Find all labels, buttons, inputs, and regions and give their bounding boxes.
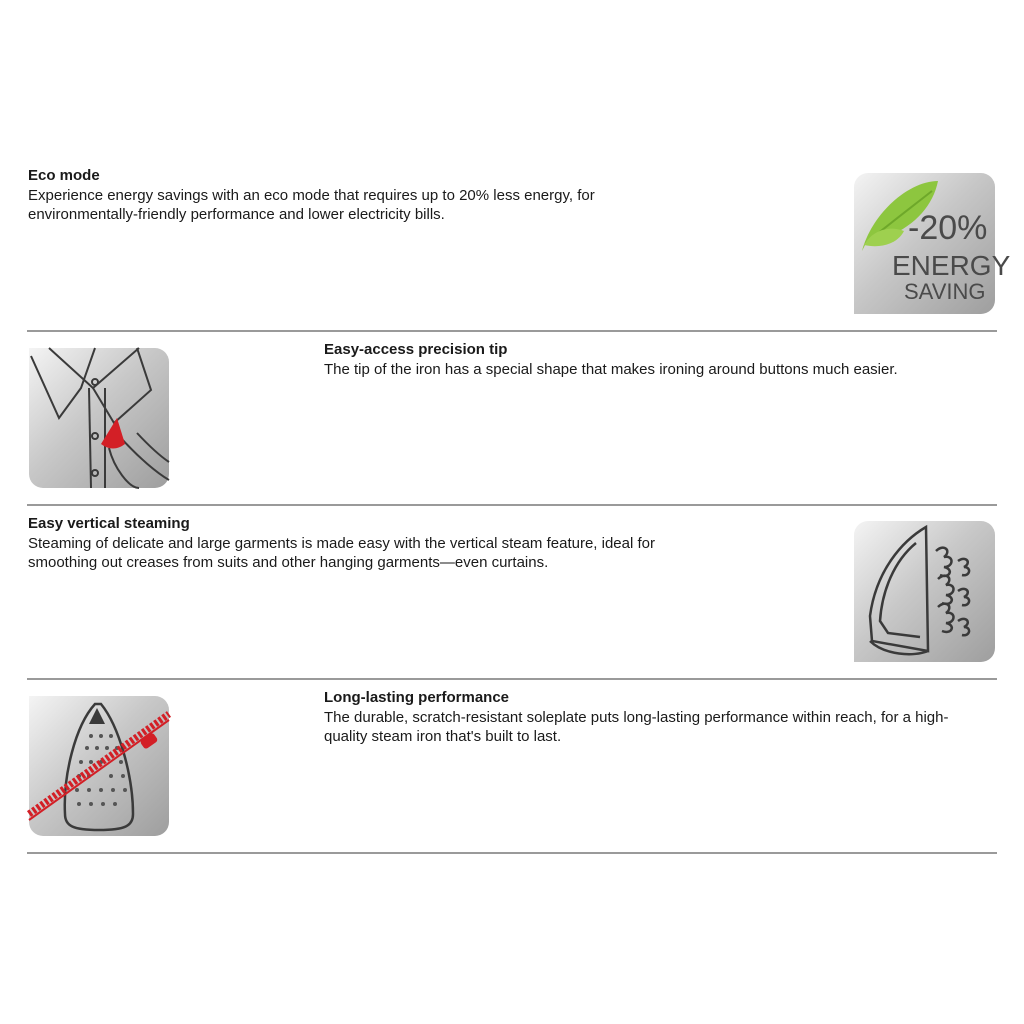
feature-title: Long-lasting performance <box>324 689 510 706</box>
feature-description: The durable, scratch-resistant soleplate puts long-lasting performance within reach, for a high-quality steam iron that's built to last. <box>324 708 949 745</box>
leaf-energy-saving-icon <box>854 173 1011 314</box>
feature-description: Experience energy savings with an eco mode that requires up to 20% less energy, for environmentally-friendly performance and lower electricity bills. <box>28 186 595 223</box>
feature-description: Steaming of delicate and large garments is made easy with the vertical steam feature, ideal for smoothing out creases from suits and other hanging garments—even curtains. <box>28 534 655 571</box>
shirt-precision-tip-image <box>29 348 169 488</box>
vertical-steam-image <box>854 521 995 662</box>
feature-title: Easy vertical steaming <box>28 515 190 532</box>
soleplate-zipper-image <box>29 696 169 836</box>
soleplate-zipper-icon <box>29 696 169 836</box>
feature-long-lasting-text <box>324 688 984 747</box>
feature-description: The tip of the iron has a special shape that makes ironing around buttons much easier. <box>324 360 898 378</box>
energy-saving-badge <box>854 173 1011 314</box>
shirt-precision-tip-icon <box>29 348 169 488</box>
feature-eco-mode-text <box>28 166 648 225</box>
vertical-steam-iron-icon <box>854 521 995 662</box>
badge-percent: -20% <box>908 209 988 247</box>
feature-precision-tip-text <box>324 340 984 379</box>
feature-vertical-steam-text <box>28 514 708 573</box>
section-divider <box>27 678 997 680</box>
feature-title: Eco mode <box>28 167 100 184</box>
badge-line2: SAVING <box>904 279 986 304</box>
feature-title: Easy-access precision tip <box>324 341 508 358</box>
section-divider <box>27 330 997 332</box>
section-divider <box>27 852 997 854</box>
badge-line1: ENERGY <box>892 250 1011 281</box>
section-divider <box>27 504 997 506</box>
